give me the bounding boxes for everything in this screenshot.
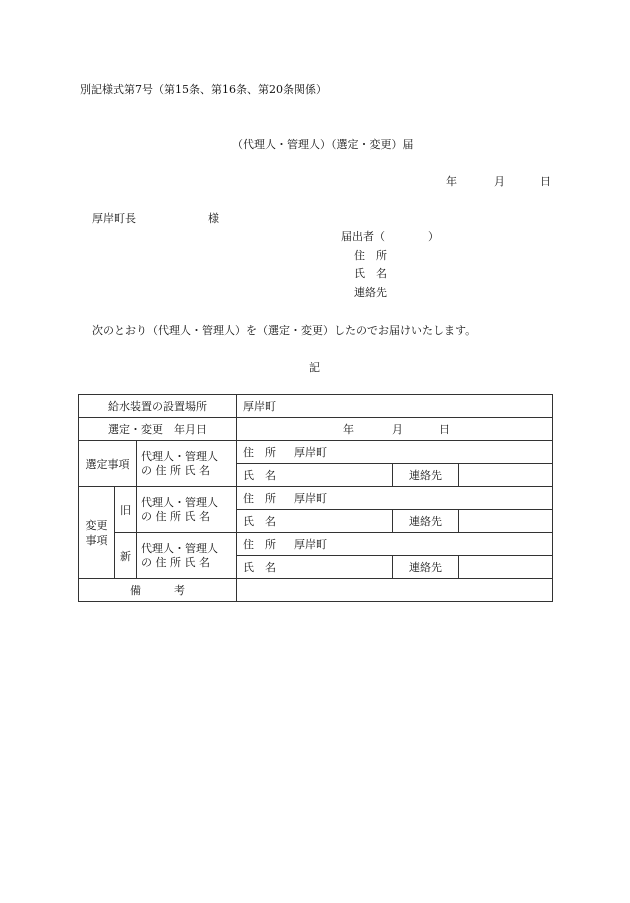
document-title: （代理人・管理人）（選定・変更）届 [232, 138, 414, 151]
selection-contact-label: 連絡先 [393, 464, 459, 487]
agent-label-line2: の 住 所 氏 名 [141, 509, 210, 523]
table-row [79, 395, 553, 418]
remarks-value[interactable] [237, 579, 553, 602]
table-row [79, 533, 553, 556]
table-row [79, 487, 553, 510]
name-label: 氏 名 [243, 561, 276, 574]
address-value: 厚岸町 [294, 538, 327, 551]
form-table [78, 394, 553, 602]
remarks-label: 備 考 [79, 579, 237, 602]
selection-label: 選定事項 [79, 441, 137, 487]
address-value: 厚岸町 [294, 446, 327, 459]
addressee-honorific: 様 [208, 212, 219, 225]
agent-label-line2: の 住 所 氏 名 [141, 463, 210, 477]
selection-contact-value[interactable] [459, 464, 553, 487]
applicant-contact-label: 連絡先 [354, 286, 387, 299]
agent-label-line1: 代理人・管理人 [141, 495, 218, 509]
date-label: 選定・変更 年月日 [79, 418, 237, 441]
date-month-label: 月 [494, 175, 505, 188]
agent-label [137, 441, 237, 487]
change-label-line2: 事項 [85, 533, 108, 547]
new-contact-value[interactable] [459, 556, 553, 579]
change-label [79, 487, 115, 579]
addressee-name: 厚岸町長 [92, 212, 136, 225]
date-year-label: 年 [446, 175, 457, 188]
address-value: 厚岸町 [294, 492, 327, 505]
name-label: 氏 名 [243, 469, 276, 482]
applicant-label-close: ） [428, 230, 439, 243]
table-row [79, 579, 553, 602]
selection-name[interactable] [237, 464, 393, 487]
date-value[interactable] [237, 418, 553, 441]
table-date-day: 日 [439, 423, 450, 436]
old-contact-label: 連絡先 [393, 510, 459, 533]
new-contact-label: 連絡先 [393, 556, 459, 579]
location-value[interactable]: 厚岸町 [237, 395, 553, 418]
date-day-label: 日 [540, 175, 551, 188]
address-label: 住 所 [243, 492, 276, 505]
new-address[interactable] [237, 533, 553, 556]
form-number: 別記様式第7号（第15条、第16条、第20条関係） [80, 83, 327, 96]
applicant-label: 届出者（ [341, 230, 385, 243]
change-label-line1: 変更 [85, 518, 108, 532]
address-label: 住 所 [243, 538, 276, 551]
old-label: 旧 [115, 487, 137, 533]
agent-label-line1: 代理人・管理人 [141, 449, 218, 463]
agent-label [137, 533, 237, 579]
old-address[interactable] [237, 487, 553, 510]
table-date-year: 年 [343, 423, 354, 436]
old-contact-value[interactable] [459, 510, 553, 533]
name-label: 氏 名 [243, 515, 276, 528]
body-text: 次のとおり（代理人・管理人）を（選定・変更）したのでお届けいたします。 [92, 324, 477, 337]
agent-label-line1: 代理人・管理人 [141, 541, 218, 555]
location-label: 給水装置の設置場所 [79, 395, 237, 418]
table-date-month: 月 [392, 423, 403, 436]
old-name[interactable] [237, 510, 393, 533]
address-label: 住 所 [243, 446, 276, 459]
ki-heading: 記 [309, 361, 320, 374]
agent-label [137, 487, 237, 533]
agent-label-line2: の 住 所 氏 名 [141, 555, 210, 569]
new-name[interactable] [237, 556, 393, 579]
applicant-name-label: 氏 名 [354, 267, 387, 280]
applicant-address-label: 住 所 [354, 249, 387, 262]
new-label: 新 [115, 533, 137, 579]
selection-address[interactable] [237, 441, 553, 464]
table-row [79, 441, 553, 464]
table-row [79, 418, 553, 441]
